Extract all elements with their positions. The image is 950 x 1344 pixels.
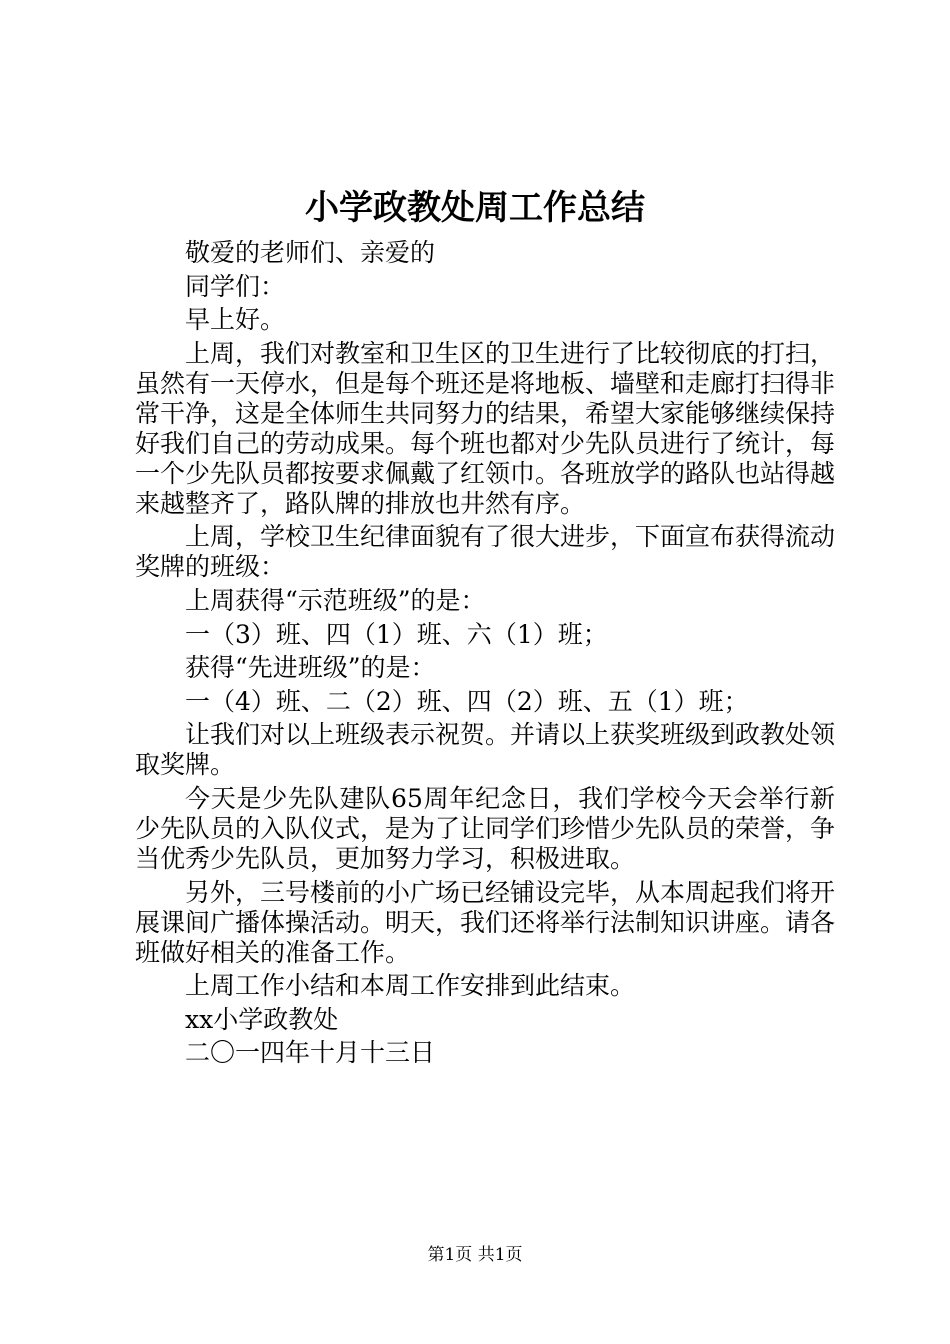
document-body [135, 238, 835, 1072]
body-paragraph: 上周，我们对教室和卫生区的卫生进行了比较彻底的打扫，虽然有一天停水，但是每个班还是将地板、墙壁和走廊打扫得非常干净，这是全体师生共同努力的结果，希望大家能够继续保持好我们自己的劳动成果。每个班也都对少先队员进行了统计，每一个少先队员都按要求佩戴了红领巾。各班放学的路队也站得越来越整齐了，路队牌的排放也井然有序。 [135, 338, 836, 518]
signature-date: 二〇一四年十月十三日 [185, 1038, 436, 1068]
body-paragraph: 今天是少先队建队65周年纪念日，我们学校今天会举行新少先队员的入队仪式，是为了让同学们珍惜少先队员的荣誉，争当优秀少先队员，更加努力学习，积极进取。 [135, 783, 836, 873]
award-classes: 一（4）班、二（2）班、四（2）班、五（1）班； [185, 686, 749, 716]
page-footer: 第1页 共1页 [427, 1245, 523, 1265]
award-heading: 获得“先进班级”的是： [185, 653, 436, 683]
salutation: 早上好。 [185, 305, 286, 335]
body-paragraph: 让我们对以上班级表示祝贺。并请以上获奖班级到政教处领取奖牌。 [135, 720, 836, 780]
award-classes: 一（3）班、四（1）班、六（1）班； [185, 619, 608, 649]
award-heading: 上周获得“示范班级”的是： [185, 585, 486, 615]
page-title: 小学政教处周工作总结 [305, 188, 645, 228]
body-paragraph: 上周，学校卫生纪律面貌有了很大进步，下面宣布获得流动奖牌的班级： [135, 522, 836, 582]
greeting-line: 同学们： [185, 271, 286, 301]
greeting-line: 敬爱的老师们、亲爱的 [185, 238, 436, 267]
signature-org: xx小学政教处 [185, 1004, 339, 1034]
body-paragraph: 另外，三号楼前的小广场已经铺设完毕，从本周起我们将开展课间广播体操活动。明天，我们还将举行法制知识讲座。请各班做好相关的准备工作。 [135, 877, 836, 967]
closing-line: 上周工作小结和本周工作安排到此结束。 [185, 971, 636, 1001]
